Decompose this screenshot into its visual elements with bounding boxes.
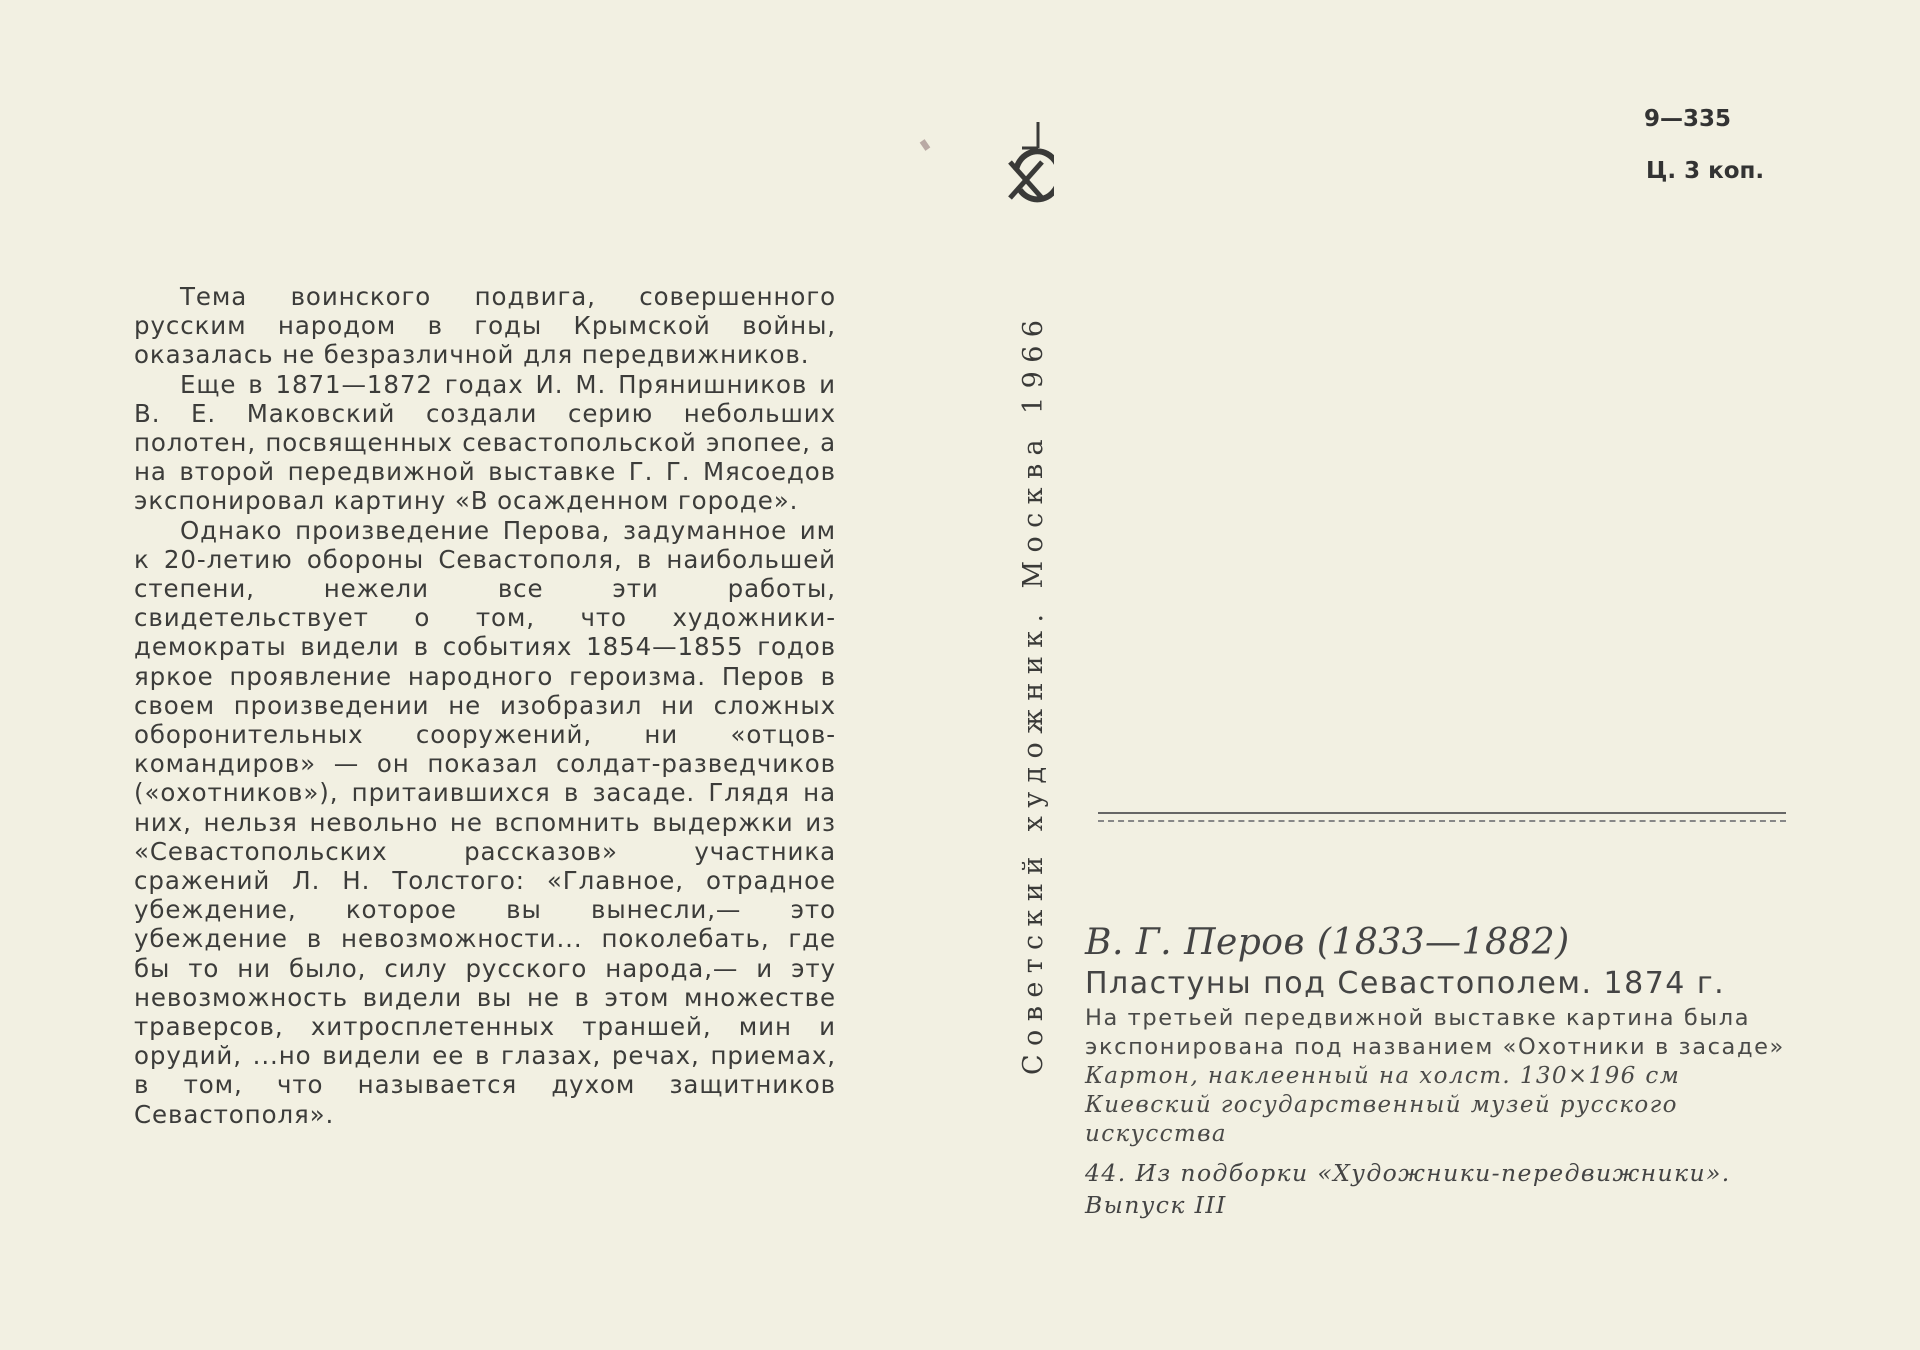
artwork-caption (1085, 922, 1785, 1221)
artist-name: В. Г. Перов (1833—1882) (1085, 922, 1570, 963)
artwork-description: На третьей передвижной выставке картина была экспонирована под названием «Охотники в засаде» (1085, 1005, 1785, 1060)
artwork-material: Картон, наклеенный на холст. 130×196 см (1085, 1063, 1681, 1089)
price-label: Ц. 3 коп. (1646, 158, 1765, 184)
article-paragraph-3: Однако произведение Перова, задуманное им к 20-летию обороны Севастополя, в наибольшей степени, нежели все эти работы, свидетельствует о том, что художники-демократы видели в событиях 1854—1855 годов яркое проявление народного героизма. Перов в своем произведении не изобразил ни сложных оборонительных сооружений, ни «отцов-командиров» — он показал солдат-разведчиков («охотников»), притаившихся в засаде. Глядя на них, нельзя невольно не вспомнить выдержки из «Севастопольских рассказов» участника сражений Л. Н. Толстого: «Главное, отрадное убеждение, которое вы вынесли,— это убеждение в невозможности... поколебать, где бы то ни было, силу русского народа,— и эту невозможность видели вы не в этом множестве траверсов, хитросплетенных траншей, мин и орудий, ...но видели ее в глазах, речах, приемах, в том, что называется духом защитников Севастополя». (134, 515, 836, 1129)
publisher-line: Советский художник. Москва 1966 (1018, 311, 1049, 1075)
article-paragraph-2: Еще в 1871—1872 годах И. М. Прянишников и В. Е. Маковский создали серию небольших полотен, посвященных севастопольской эпопее, а на второй передвижной выставке Г. Г. Мясоедов экспонировал картину «В осажденном городе». (134, 369, 836, 516)
article-text (134, 282, 836, 1129)
ink-speck (920, 139, 931, 151)
address-line-dotted (1098, 820, 1786, 822)
article-paragraph-1: Тема воинского подвига, совершенного русским народом в годы Крымской войны, оказалась не безразличной для передвижников. (134, 282, 836, 370)
artwork-title: Пластуны под Севастополем. 1874 г. (1085, 966, 1726, 1001)
catalog-code: 9—335 (1644, 106, 1732, 132)
series-info: 44. Из подборки «Художники-передвижники». Выпуск III (1085, 1159, 1731, 1219)
address-line (1098, 812, 1786, 814)
artwork-museum: Киевский государственный музей русского искусства (1085, 1092, 1678, 1147)
publisher-logo (982, 118, 1054, 208)
